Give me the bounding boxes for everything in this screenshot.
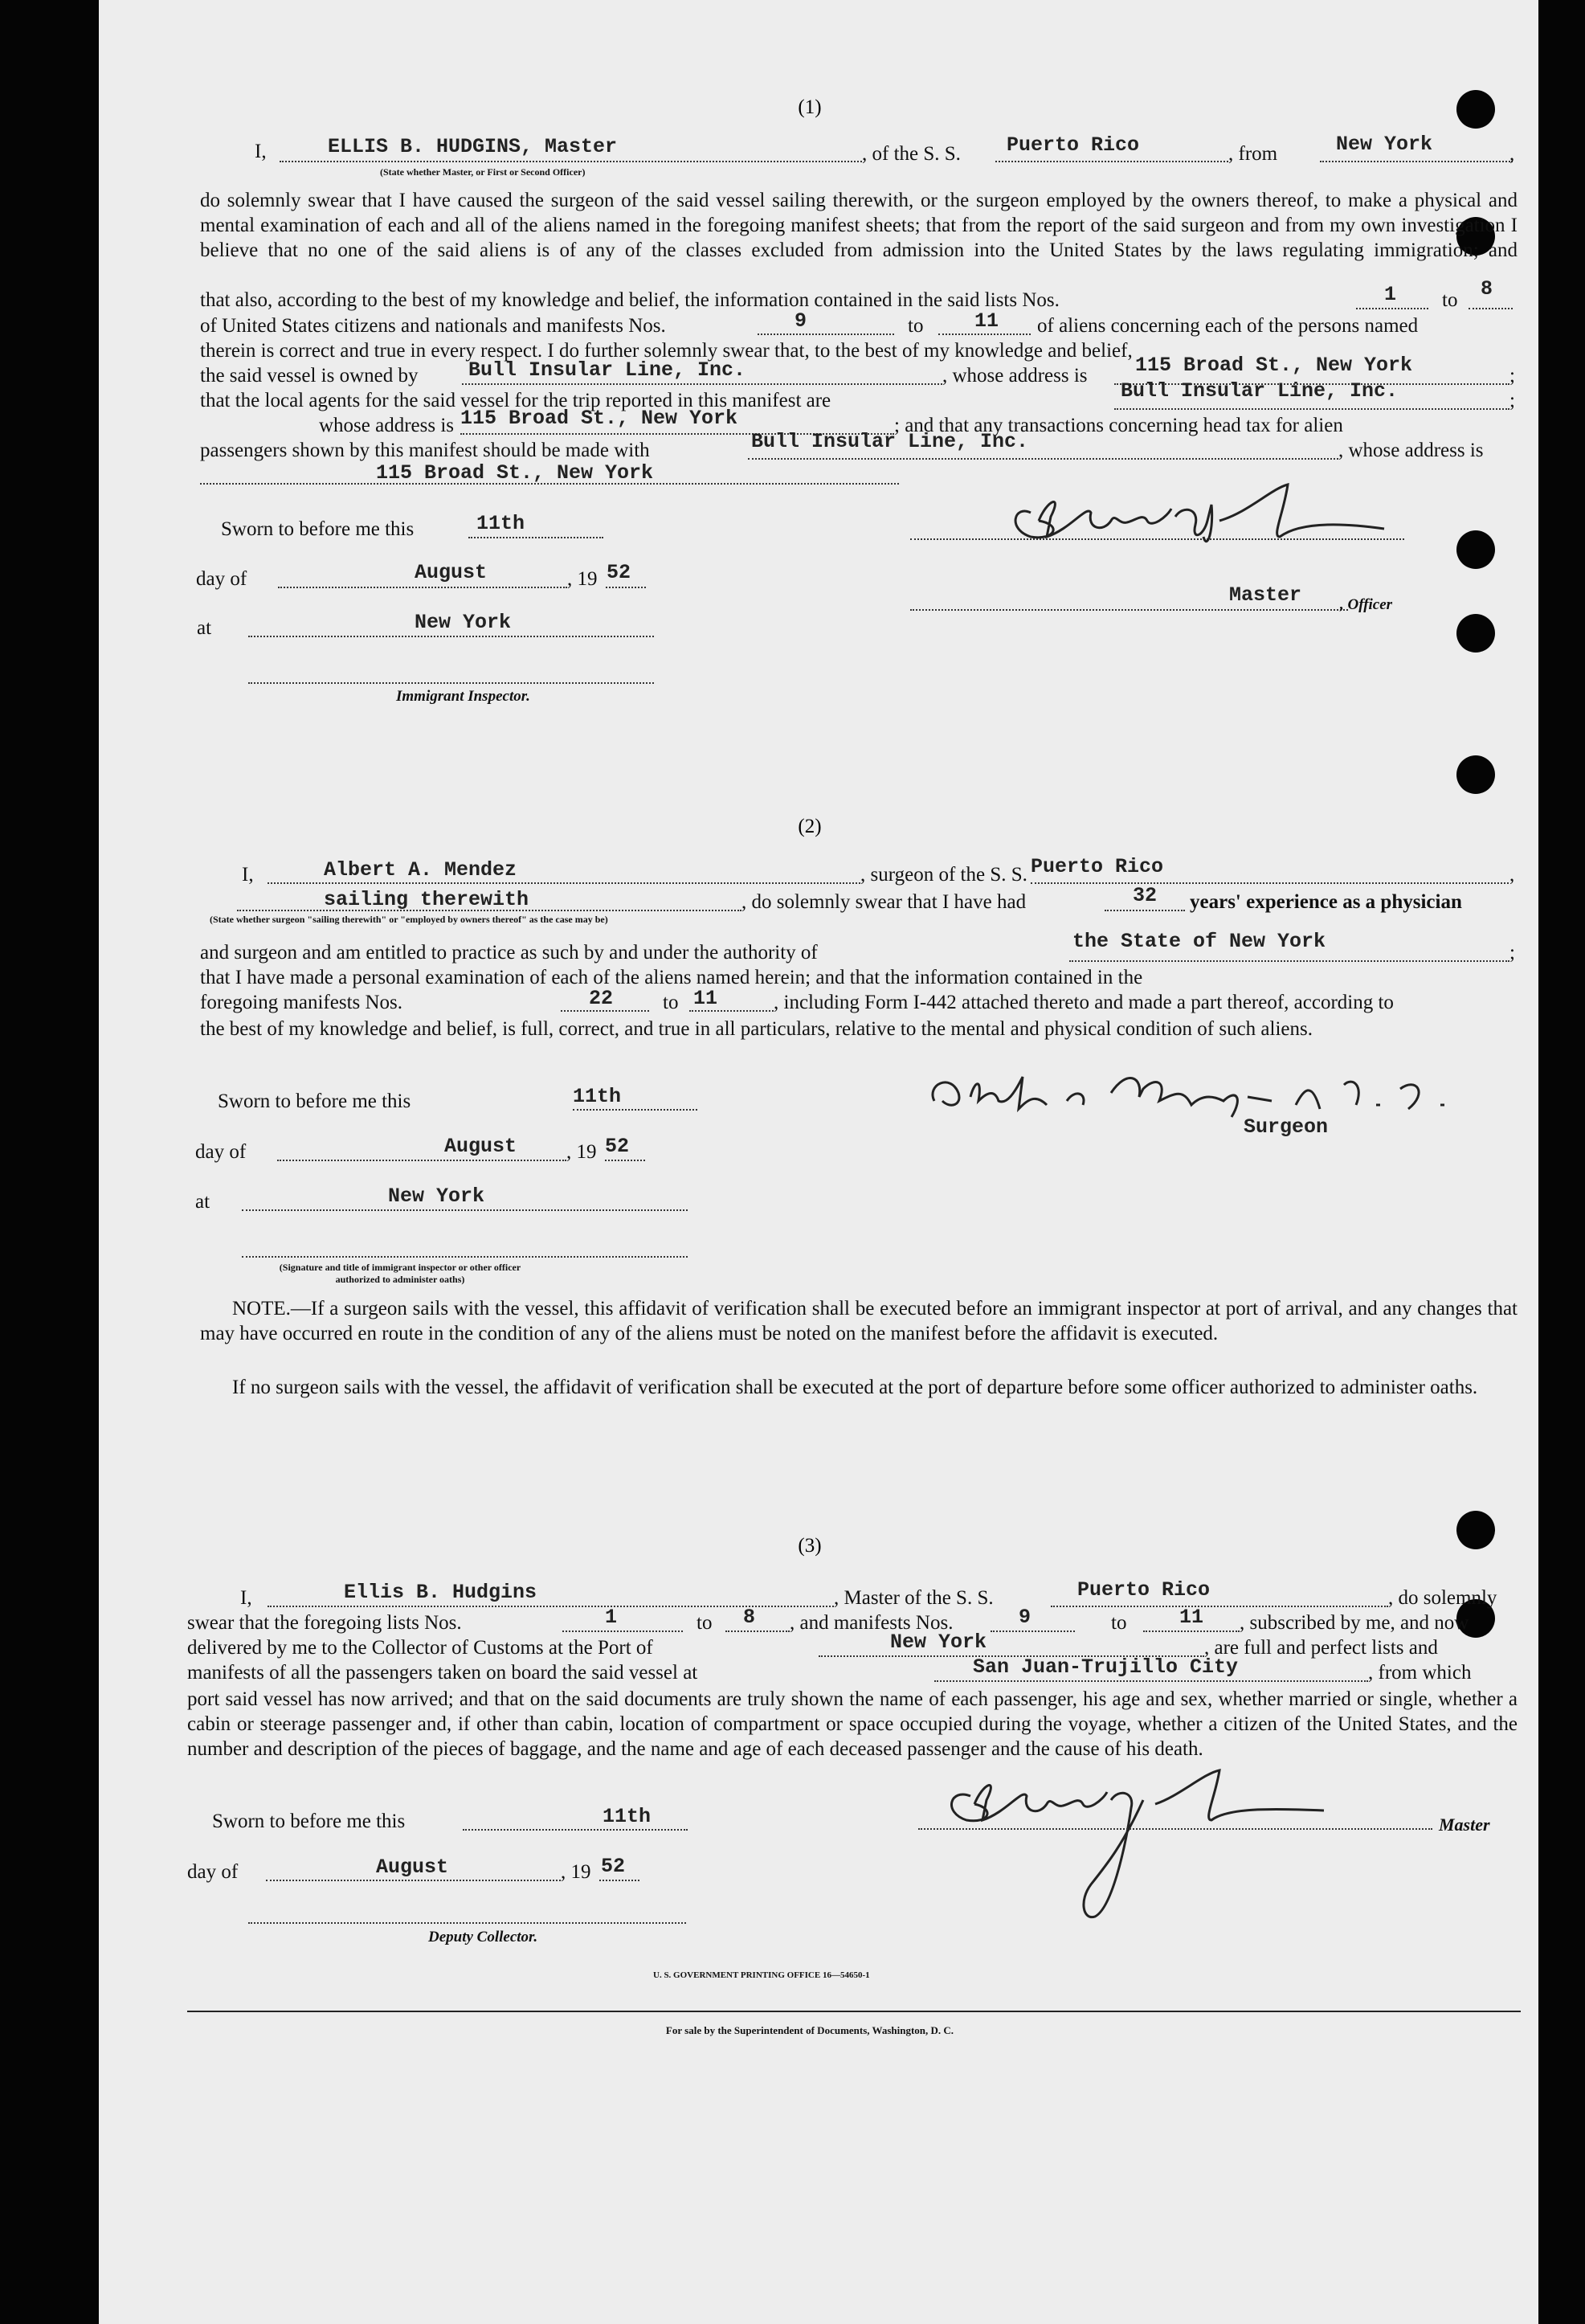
signature-line: [248, 682, 654, 684]
note-2: If no surgeon sails with the vessel, the affidavit of verification shall be executed at the port of departure before some officer authorized to administer oaths.: [232, 1377, 1478, 1398]
blank-line: [280, 161, 862, 162]
agent-address: 115 Broad St., New York: [460, 407, 738, 430]
printing-office: U. S. GOVERNMENT PRINTING OFFICE 16—54650-1: [653, 1970, 870, 1980]
vessel-name: Puerto Rico: [1007, 133, 1140, 157]
lists-line-a: that also, according to the best of my knowledge and belief, the information contained in the said lists Nos.: [200, 289, 1060, 311]
from-which-label: , from which: [1368, 1662, 1472, 1684]
lists-to: 8: [743, 1606, 756, 1629]
label-to: to: [663, 992, 679, 1013]
blank-line: [266, 1880, 561, 1881]
authority: the State of New York: [1072, 930, 1326, 953]
punch-hole: [1456, 755, 1495, 794]
master-signature: [1007, 481, 1392, 553]
year-suffix: 52: [601, 1855, 626, 1878]
manifest-from: 22: [589, 987, 614, 1010]
examined-line: that I have made a personal examination of each of the aliens named herein; and that the information contained in the: [200, 967, 1143, 988]
manifests-at-label: manifests of all the passengers taken on board the said vessel at: [187, 1662, 698, 1684]
blank-line: [561, 1010, 649, 1012]
blank-line: [278, 587, 567, 588]
day-of-label: day of: [195, 1141, 247, 1163]
label-from: , from: [1228, 143, 1278, 165]
year-prefix: , 19: [566, 1141, 597, 1163]
blank-line: [1051, 1606, 1388, 1607]
blank-line: [463, 1829, 688, 1831]
section-3-number: (3): [798, 1535, 822, 1557]
blank-line: [599, 1880, 639, 1881]
master-title: Master: [1229, 583, 1302, 607]
sworn-label: Sworn to before me this: [218, 1090, 411, 1112]
section-1-number: (1): [798, 96, 822, 118]
label-to: to: [697, 1612, 713, 1634]
agent-whose-label: whose address is: [319, 415, 455, 436]
sworn-month: August: [444, 1135, 517, 1158]
pronoun-i: I,: [240, 1587, 252, 1609]
sworn-month: August: [415, 561, 488, 584]
year-prefix: , 19: [561, 1861, 591, 1883]
sworn-day: 11th: [476, 512, 525, 535]
sworn-label: Sworn to before me this: [221, 518, 415, 540]
master-name: Ellis B. Hudgins: [344, 1581, 537, 1604]
form-label: , including Form I-442 attached thereto and made a part thereof, according to: [774, 992, 1394, 1013]
deposition-body: port said vessel has now arrived; and that on the said documents are truly shown the name of each passenger, his age and sex, whether married or single, whether a cabin or steerage passenger and, if other than cabin, location of compartment or space occupied during the voyage, whether a citizen of the United States, and the number and description of the pieces of baggage, and the name and age of each deceased passenger and the cause of his death.: [187, 1688, 1518, 1760]
surgeon-caption: (State whether surgeon "sailing therewith" or "employed by owners thereof" as the case may be): [210, 914, 608, 925]
agent-name: Bull Insular Line, Inc.: [1121, 379, 1399, 403]
sworn-place: New York: [388, 1185, 485, 1208]
lists-line-b: of United States citizens and nationals and manifests Nos.: [200, 315, 666, 337]
sworn-month: August: [376, 1856, 449, 1879]
head-tax-label: ; and that any transactions concerning head tax for alien: [894, 415, 1343, 436]
sig-caption: (Signature and title of immigrant inspector or other officer authorized to administer oaths): [279, 1262, 521, 1285]
departure-port: New York: [1336, 133, 1433, 156]
surgeon-body-end: the best of my knowledge and belief, is full, correct, and true in all particulars, relative to the mental and physical condition of such aliens.: [200, 1018, 1313, 1040]
blank-line: [758, 333, 894, 335]
lists-line-c: of aliens concerning each of the persons named: [1037, 315, 1419, 337]
swear-lists-label: swear that the foregoing lists Nos.: [187, 1612, 462, 1634]
manifest-to: 11: [693, 987, 718, 1010]
sworn-label: Sworn to before me this: [212, 1811, 406, 1832]
label-to: to: [1442, 289, 1458, 311]
whose-address-label: , whose address is: [942, 365, 1088, 387]
sworn-day: 11th: [603, 1805, 652, 1828]
sale-notice: For sale by the Superintendent of Documents, Washington, D. C.: [665, 2024, 954, 2036]
head-tax-party: Bull Insular Line, Inc.: [751, 430, 1029, 453]
head-tax-address: 115 Broad St., New York: [376, 461, 654, 485]
blank-line: [1320, 161, 1513, 162]
solemnly-label: , do solemnly: [1388, 1587, 1497, 1609]
sworn-day: 11th: [573, 1085, 622, 1108]
and-manifests-label: , and manifests Nos.: [790, 1612, 954, 1634]
officer-line: [910, 609, 1348, 611]
signature-line: [248, 1922, 686, 1924]
year-suffix: 52: [607, 561, 631, 584]
vessel-name: Puerto Rico: [1077, 1578, 1211, 1602]
label-to: to: [908, 315, 924, 337]
master-name: ELLIS B. HUDGINS, Master: [328, 135, 618, 158]
whose-address-label: , whose address is: [1338, 440, 1484, 461]
blank-line: [934, 1680, 1368, 1682]
lists-to: 8: [1481, 277, 1493, 301]
years-label: years' experience as a physician: [1190, 891, 1462, 913]
lists-from: 1: [605, 1606, 618, 1629]
surgeon-signature: [926, 1061, 1505, 1125]
oath-body: do solemnly swear that I have caused the surgeon of the said vessel sailing therewith, or the surgeon employed by the owners thereof, to make a physical and mental examination of each and all of the aliens named in the foregoing manifest sheets; that from the report of the said surgeon and from my own investigation I believe that no one of the said aliens is of any of the classes excluded from admission into the United States by the laws regulating immigration; and: [200, 190, 1518, 261]
master-signature-line: [918, 1828, 1432, 1830]
at-label: at: [195, 1191, 210, 1213]
owner-name: Bull Insular Line, Inc.: [468, 358, 746, 382]
arrival-port: New York: [890, 1630, 987, 1654]
surgeon-of-label: , surgeon of the S. S.: [860, 864, 1027, 886]
inspector-caption: Immigrant Inspector.: [396, 688, 530, 705]
pronoun-i: I,: [255, 141, 267, 162]
collector-caption: Deputy Collector.: [428, 1929, 538, 1946]
document-page: (1) I, ELLIS B. HUDGINS, Master , of the S. S. Puerto Rico , from New York , (State whether Master, or First or Second Officer) do solemnly swear that I have caused the surgeon of the said vessel sailing therewith, or the surgeon employed by the owners thereof, to make a physical and mental examination of each and all of the aliens named in the foregoing manifest sheets; that from the report of the said surgeon and from my own investigation I believe that no one of the said aliens is of any of the classes excluded from admission into the United States by the laws regulating immigration; and that also, according to the best of my knowledge and belief, the information contained in the said lists Nos. 1 to 8 of United States citizens and nationals and manifests Nos. 9 to 11 of aliens concerning each of the persons named therein is correct and true in every respect. I do further solemnly swear that, to the best of my knowledge and belief, the said vessel is owned by Bull Insular Line, Inc. , whose address is 115 Broad St., New York ; that the local agents for the said vessel for the trip reported in this manifest are Bull Insular Line, Inc. ; whose address is 115 Broad St., New York ; and that any transactions concerning head tax for alien passengers shown by this manifest should be made with Bull Insular Line, Inc. , whose address is 115 Broad St., New York Sworn to before me this 11th day of August , 19 52 at New York Immigrant Inspector. Master , Officer (2) I, Albert A. Mendez , surgeon of the S. S. Puerto Rico , sailing therewith , do solemnly swear that I have had 32 years' experience as a physician (State whether surgeon "sailing therewith" or "employed by owners thereof" as the case may be) and surgeon and am entitled to practice as such by and under the authority of the State of New York ; that I have made a personal examination of each of the aliens named herein; and that the information contained in the foregoing manifests Nos. 22 to 11 , including Form I-442 attached thereto and made a part thereof, according to the best of my knowledge and belief, is full, correct, and true in all particulars, relative to the mental and physical condition of such aliens. Sworn to before me this 11th day of August , 19 52 at New York (Signature and title of immigrant inspector or other officer authorized to administer oaths) Surgeon NOTE.—If a surgeon sails with the vessel, this affidavit of verification shall be executed before an immigrant inspector at port of arrival, and any changes that may have occurred en route in the condition of any of the aliens must be noted on the manifest before the affidavit is executed. If no surgeon sails with the vessel, the affidavit of verification shall be executed at the port of departure before some officer authorized to administer oaths. (3) I, Ellis B. Hudgins , Master of the S. S. Puerto Rico , do solemnly swear that the foregoing lists Nos. 1 to 8 , and manifests Nos. 9 to 11 , subscribed by me, and now delivered by me to the Collector of Customs at the Port of New York , are full and perfect lists and manifests of all the passengers taken on board the said vessel at San Juan-Trujillo City , from which port said vessel has now arrived; and that on the said documents are truly shown the name of each passenger, his age and sex, whether married or single, whether a cabin or steerage passenger and, if other than cabin, location of compartment or space occupied during the voyage, whether a citizen of the United States, and the number and description of the pieces of baggage, and the name and age of each deceased passenger and the cause of his death. Sworn to before me this 11th day of August , 19 52 Deputy Collector. Master U. S. GOVERNMENT PRINTING OFFICE 16—54650-1 For sale by the Superintendent of Documents, Washington, D. C.: [99, 0, 1538, 2324]
blank-line: [605, 1160, 645, 1161]
blank-line: [248, 636, 654, 637]
blank-line: [1356, 308, 1428, 309]
lists-from: 1: [1384, 283, 1397, 306]
blank-line: [1114, 408, 1509, 410]
footer-rule: [187, 2011, 1521, 2012]
surgeon-name: Albert A. Mendez: [324, 858, 517, 882]
blank-line: [462, 383, 942, 385]
surgeon-status: sailing therewith: [324, 888, 529, 911]
day-of-label: day of: [187, 1861, 239, 1883]
blank-line: [938, 333, 1031, 335]
blank-line: [991, 1630, 1075, 1632]
agents-label: that the local agents for the said vessel for the trip reported in this manifest are: [200, 390, 831, 411]
correct-line: therein is correct and true in every respect. I do further solemnly swear that, to the best of my knowledge and belief,: [200, 340, 1133, 362]
manifest-from: 9: [1019, 1606, 1031, 1629]
sworn-place: New York: [415, 611, 512, 634]
year-suffix: 52: [605, 1135, 630, 1158]
blank-line: [689, 1010, 774, 1012]
origin-port: San Juan-Trujillo City: [973, 1655, 1239, 1679]
manifest-to: 11: [974, 309, 999, 333]
manifest-to: 11: [1179, 1606, 1204, 1629]
officer-caption: , Officer: [1340, 596, 1393, 613]
blank-line: [242, 1209, 688, 1211]
at-label: at: [197, 617, 212, 639]
blank-line: [1031, 882, 1509, 884]
punch-hole: [1456, 614, 1495, 653]
label-of-ss: , of the S. S.: [862, 143, 961, 165]
swear-label: , do solemnly swear that I have had: [741, 891, 1027, 913]
blank-line: [562, 1630, 683, 1632]
blank-line: [1105, 910, 1185, 911]
blank-line: [277, 1160, 566, 1161]
years-experience: 32: [1133, 884, 1158, 907]
full-lists-label: , are full and perfect lists and: [1204, 1637, 1438, 1659]
master-caption: (State whether Master, or First or Second Officer): [380, 166, 586, 178]
section-2-number: (2): [798, 816, 822, 837]
label-to: to: [1111, 1612, 1127, 1634]
foregoing-label: foregoing manifests Nos.: [200, 992, 403, 1013]
year-prefix: , 19: [567, 568, 598, 590]
owned-by-label: the said vessel is owned by: [200, 365, 419, 387]
practice-label: and surgeon and am entitled to practice as such by and under the authority of: [200, 942, 818, 964]
note-1: NOTE.—If a surgeon sails with the vessel, this affidavit of verification shall be executed before an immigrant inspector at port of arrival, and any changes that may have occurred en route in the condition of any of the aliens must be noted on the manifest before the affidavit is executed.: [200, 1298, 1518, 1344]
blank-line: [468, 537, 603, 538]
blank-line: [748, 458, 1338, 460]
day-of-label: day of: [196, 568, 247, 590]
pronoun-i: I,: [242, 864, 254, 886]
blank-line: [995, 161, 1228, 162]
master-signature: [938, 1764, 1340, 1925]
owner-address: 115 Broad St., New York: [1135, 354, 1413, 377]
blank-line: [725, 1630, 790, 1632]
surgeon-title: Surgeon: [1244, 1115, 1329, 1139]
master-caption: Master: [1439, 1815, 1490, 1835]
passengers-label: passengers shown by this manifest should be made with: [200, 440, 650, 461]
blank-line: [268, 882, 860, 884]
blank-line: [573, 1109, 697, 1111]
subscribed-label: , subscribed by me, and now: [1240, 1612, 1469, 1634]
master-of-label: , Master of the S. S.: [834, 1587, 994, 1609]
signature-line: [242, 1256, 688, 1258]
manifest-from: 9: [795, 309, 807, 333]
delivered-label: delivered by me to the Collector of Customs at the Port of: [187, 1637, 653, 1659]
blank-line: [606, 587, 646, 588]
blank-line: [1069, 960, 1509, 962]
surgeon-vessel: Puerto Rico: [1031, 855, 1164, 878]
blank-line: [1469, 308, 1513, 309]
blank-line: [1143, 1630, 1240, 1632]
punch-hole: [1456, 530, 1495, 569]
